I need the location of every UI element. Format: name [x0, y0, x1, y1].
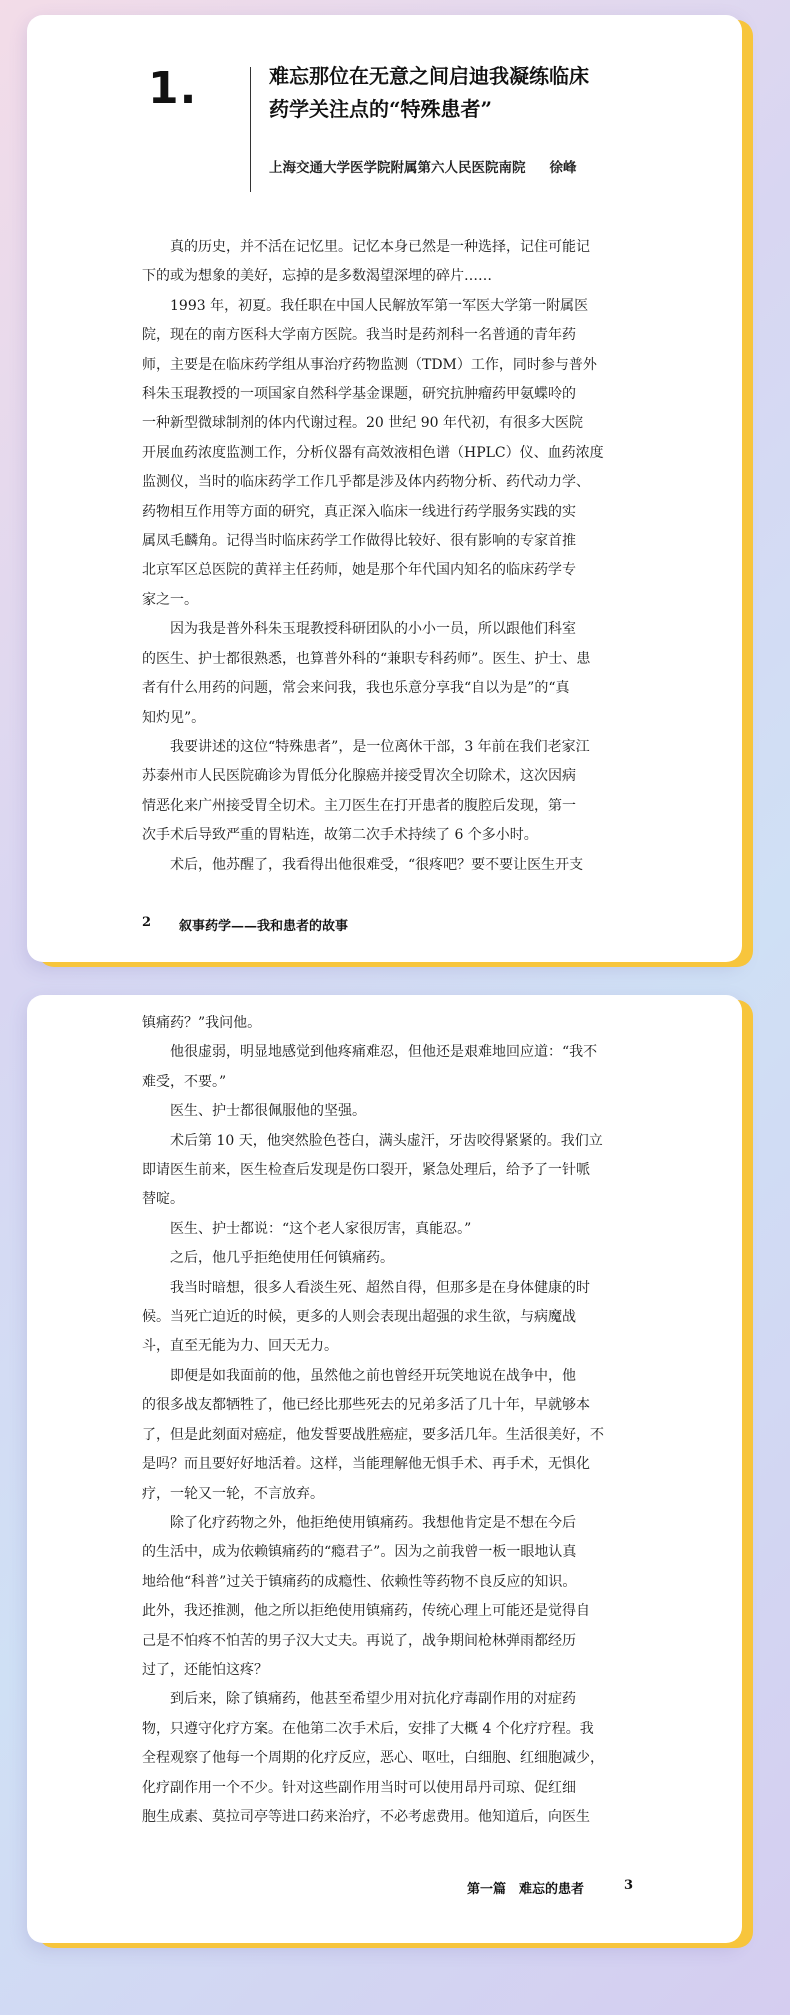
body-line: 1993 年，初夏。我任职在中国人民解放军第一军医大学第一附属医 — [142, 297, 589, 314]
body-line: 次手术后导致严重的胃粘连，故第二次手术持续了 6 个多小时。 — [142, 827, 538, 844]
body-line: 过了，还能怕这疼？ — [142, 1661, 268, 1678]
body-text — [142, 233, 658, 880]
body-line: 之后，他几乎拒绝使用任何镇痛药。 — [142, 1250, 394, 1267]
body-line: 监测仪，当时的临床药学工作几乎都是涉及体内药物分析、药代动力学、 — [142, 474, 590, 491]
body-line: 知灼见”。 — [142, 709, 206, 726]
body-line: 地给他“科普”过关于镇痛药的成瘾性、依赖性等药物不良反应的知识。 — [142, 1573, 577, 1590]
body-line: 此外，我还推测，他之所以拒绝使用镇痛药，传统心理上可能还是觉得自 — [142, 1603, 590, 1620]
chapter-title-line: 难忘那位在无意之间启迪我凝练临床 — [269, 64, 589, 88]
body-line: 苏泰州市人民医院确诊为胃低分化腺癌并接受胃次全切除术，这次因病 — [142, 768, 576, 785]
title-divider — [250, 67, 251, 192]
body-line: 我要讲述的这位“特殊患者”，是一位离休干部，3 年前在我们老家江 — [142, 738, 590, 755]
body-line: 除了化疗药物之外，他拒绝使用镇痛药。我想他肯定是不想在今后 — [142, 1514, 576, 1531]
body-line: 斗，直至无能为力、回天无力。 — [142, 1338, 338, 1355]
body-line: 己是不怕疼不怕苦的男子汉大丈夫。再说了，战争期间枪林弹雨都经历 — [142, 1632, 576, 1649]
author-affiliation: 上海交通大学医学院附属第六人民医院南院 — [269, 160, 526, 176]
body-line: 科朱玉琨教授的一项国家自然科学基金课题，研究抗肿瘤药甲氨蝶呤的 — [142, 386, 576, 403]
chapter-title — [269, 60, 669, 126]
body-line: 家之一。 — [142, 591, 198, 608]
body-line: 术后，他苏醒了，我看得出他很难受，“很疼吧？要不要让医生开支 — [142, 856, 584, 873]
body-line: 院，现在的南方医科大学南方医院。我当时是药剂科一名普通的青年药 — [142, 327, 576, 344]
body-line: 医生、护士都说：“这个老人家很厉害，真能忍。” — [142, 1220, 472, 1237]
body-line: 术后第 10 天，他突然脸色苍白，满头虚汗，牙齿咬得紧紧的。我们立 — [142, 1132, 603, 1149]
body-line: 候。当死亡迫近的时候，更多的人则会表现出超强的求生欲，与病魔战 — [142, 1309, 576, 1326]
body-line: 化疗副作用一个不少。针对这些副作用当时可以使用昂丹司琼、促红细 — [142, 1779, 576, 1796]
body-line: 胞生成素、莫拉司亭等进口药来治疗，不必考虑费用。他知道后，向医生 — [142, 1808, 590, 1825]
running-footer-title: 第一篇 难忘的患者 — [467, 1882, 585, 1897]
body-line: 真的历史，并不活在记忆里。记忆本身已然是一种选择，记住可能记 — [142, 239, 590, 255]
body-line: 我当时暗想，很多人看淡生死、超然自得，但那多是在身体健康的时 — [142, 1279, 590, 1296]
body-line: 替啶。 — [142, 1191, 184, 1208]
body-line: 的医生、护士都很熟悉，也算普外科的“兼职专科药师”。医生、护士、患 — [142, 650, 591, 667]
body-line: 开展血药浓度监测工作，分析仪器有高效液相色谱（HPLC）仪、血药浓度 — [142, 444, 604, 461]
body-line: 即便是如我面前的他，虽然他之前也曾经开玩笑地说在战争中，他 — [142, 1367, 576, 1384]
book-page-left — [27, 15, 742, 962]
chapter-number: 1. — [148, 63, 198, 114]
body-line: 医生、护士都很佩服他的坚强。 — [142, 1103, 366, 1120]
body-line: 即请医生前来，医生检查后发现是伤口裂开，紧急处理后，给予了一针哌 — [142, 1162, 590, 1179]
body-line: 下的或为想象的美好，忘掉的是多数渴望深埋的碎片…… — [142, 268, 492, 285]
running-footer-title: 叙事药学——我和患者的故事 — [179, 919, 349, 934]
body-line: 他很虚弱，明显地感觉到他疼痛难忍，但他还是艰难地回应道：“我不 — [142, 1044, 598, 1061]
body-line: 因为我是普外科朱玉琨教授科研团队的小小一员，所以跟他们科室 — [142, 621, 576, 638]
body-line: 情恶化来广州接受胃全切术。主刀医生在打开患者的腹腔后发现，第一 — [142, 797, 576, 814]
author-name: 徐峰 — [549, 160, 577, 176]
body-line: 师，主要是在临床药学组从事治疗药物监测（TDM）工作，同时参与普外 — [142, 356, 597, 373]
body-line: 到后来，除了镇痛药，他甚至希望少用对抗化疗毒副作用的对症药 — [142, 1691, 576, 1708]
body-line: 物，只遵守化疗方案。在他第二次手术后，安排了大概 4 个化疗疗程。我 — [142, 1720, 594, 1737]
book-page-right — [27, 995, 742, 1943]
body-text — [142, 1009, 658, 1832]
body-line: 镇痛药？”我问他。 — [142, 1015, 262, 1031]
chapter-title-line: 药学关注点的“特殊患者” — [269, 97, 493, 121]
page-number: 3 — [624, 1878, 634, 1893]
body-line: 全程观察了他每一个周期的化疗反应，恶心、呕吐，白细胞、红细胞减少， — [142, 1750, 604, 1767]
body-line: 者有什么用药的问题，常会来问我，我也乐意分享我“自以为是”的“真 — [142, 680, 570, 697]
body-line: 难受，不要。” — [142, 1073, 227, 1090]
body-line: 药物相互作用等方面的研究，真正深入临床一线进行药学服务实践的实 — [142, 503, 576, 520]
byline — [269, 156, 577, 176]
body-line: 一种新型微球制剂的体内代谢过程。20 世纪 90 年代初，有很多大医院 — [142, 415, 583, 432]
body-line: 的很多战友都牺牲了，他已经比那些死去的兄弟多活了几十年，早就够本 — [142, 1397, 590, 1414]
page-number: 2 — [142, 915, 152, 930]
body-line: 是吗？而且要好好地活着。这样，当能理解他无惧手术、再手术，无惧化 — [142, 1456, 590, 1473]
body-line: 属凤毛麟角。记得当时临床药学工作做得比较好、很有影响的专家首推 — [142, 533, 576, 550]
body-line: 疗，一轮又一轮，不言放弃。 — [142, 1485, 324, 1502]
body-line: 北京军区总医院的黄祥主任药师，她是那个年代国内知名的临床药学专 — [142, 562, 576, 579]
body-line: 了，但是此刻面对癌症，他发誓要战胜癌症，要多活几年。生活很美好，不 — [142, 1426, 604, 1443]
body-line: 的生活中，成为依赖镇痛药的“瘾君子”。因为之前我曾一板一眼地认真 — [142, 1544, 577, 1561]
